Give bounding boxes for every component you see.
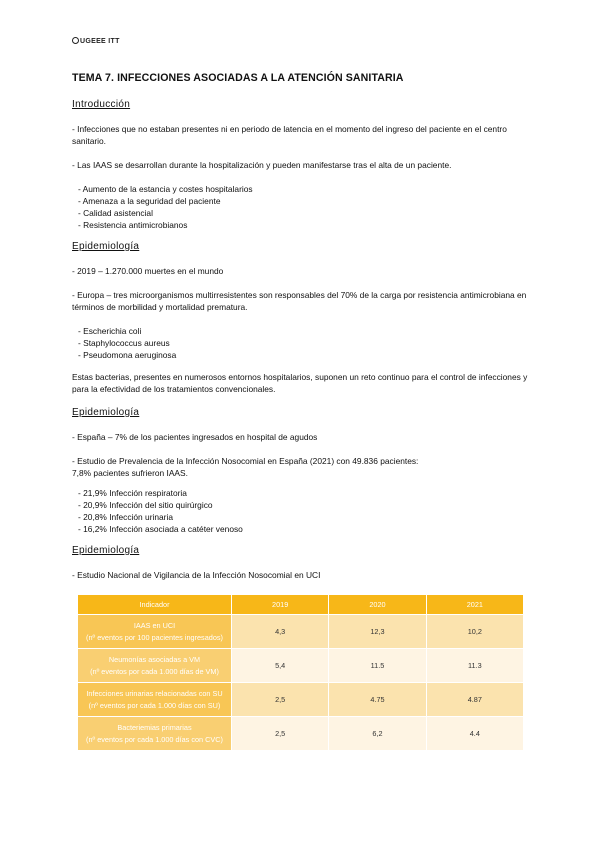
paragraph: Estas bacterias, presentes en numerosos entornos hospitalarios, suponen un reto continuo para el control de infecciones y para la efectividad de los tratamientos convencionales. [72, 372, 528, 394]
value-cell: 6,2 [329, 717, 426, 751]
list-item: - Calidad asistencial [78, 207, 530, 219]
column-header: 2021 [426, 595, 523, 615]
indicator-name: Infecciones urinarias relacionadas con SU [86, 688, 223, 698]
list-item: - Amenaza a la seguridad del paciente [78, 195, 530, 207]
bullet-list [72, 325, 530, 361]
indicator-cell [78, 683, 232, 717]
brand-text: UGEEE ITT [80, 38, 120, 45]
list-item: - 21,9% Infección respiratoria [78, 487, 530, 499]
indicator-name: Neumonías asociadas a VM [108, 654, 201, 664]
paragraph [72, 455, 530, 479]
indicator-cell [78, 649, 232, 683]
indicator-cell [78, 615, 232, 649]
indicator-unit: (nº eventos por cada 1.000 días con SU) [88, 700, 221, 710]
section-heading-epidemiologia: Epidemiología [72, 407, 140, 418]
list-item: - 20,9% Infección del sitio quirúrgico [78, 499, 530, 511]
table-row [78, 649, 524, 683]
value-cell: 10,2 [426, 615, 523, 649]
table-row [78, 717, 524, 751]
paragraph: - España – 7% de los pacientes ingresados en hospital de agudos [72, 432, 318, 442]
table-header-row [78, 595, 524, 615]
value-cell: 4.75 [329, 683, 426, 717]
table-row [78, 615, 524, 649]
document-title: TEMA 7. INFECCIONES ASOCIADAS A LA ATENCIÓN SANITARIA [72, 72, 404, 84]
paragraph-line: 7,8% pacientes sufrieron IAAS. [72, 468, 188, 478]
list-item: - Resistencia antimicrobianos [78, 219, 530, 231]
table-row [78, 683, 524, 717]
value-cell: 11.5 [329, 649, 426, 683]
column-header: 2019 [232, 595, 329, 615]
indicator-cell [78, 717, 232, 751]
value-cell: 11.3 [426, 649, 523, 683]
column-header: 2020 [329, 595, 426, 615]
paragraph: - Las IAAS se desarrollan durante la hospitalización y pueden manifestarse tras el alta de un paciente. [72, 160, 452, 170]
indicator-name: Bacteriemias primarias [117, 722, 192, 732]
paragraph: - Infecciones que no estaban presentes ni en periodo de latencia en el momento del ingreso del paciente en el centro sanitario. [72, 124, 507, 146]
indicator-unit: (nº eventos por cada 1.000 días de VM) [90, 666, 219, 676]
indicator-unit: (nº eventos por 100 pacientes ingresados) [86, 632, 223, 642]
list-item: - Escherichia coli [78, 325, 530, 337]
value-cell: 4,3 [232, 615, 329, 649]
section-heading-introduccion: Introducción [72, 99, 131, 110]
bullet-list [72, 183, 530, 231]
list-item: - Aumento de la estancia y costes hospitalarios [78, 183, 530, 195]
value-cell: 2,5 [232, 717, 329, 751]
brand-logo [72, 37, 120, 45]
paragraph: - Europa – tres microorganismos multirresistentes son responsables del 70% de la carga por resistencia antimicrobiana en términos de morbilidad y mortalidad prematura. [72, 290, 527, 312]
indicator-name: IAAS en UCI [133, 620, 176, 630]
value-cell: 4.87 [426, 683, 523, 717]
value-cell: 2,5 [232, 683, 329, 717]
value-cell: 12,3 [329, 615, 426, 649]
logo-circle-icon [72, 37, 79, 44]
value-cell: 5,4 [232, 649, 329, 683]
value-cell: 4.4 [426, 717, 523, 751]
document-page [72, 72, 530, 750]
column-header: Indicador [78, 595, 232, 615]
list-item: - Staphylococcus aureus [78, 337, 530, 349]
list-item: - Pseudomona aeruginosa [78, 349, 530, 361]
section-heading-epidemiologia: Epidemiología [72, 241, 140, 252]
bullet-list [72, 487, 530, 535]
uci-indicators-table [78, 595, 524, 750]
indicator-unit: (nº eventos por cada 1.000 días con CVC) [86, 734, 223, 744]
section-heading-epidemiologia: Epidemiología [72, 545, 140, 556]
paragraph-line: - Estudio de Prevalencia de la Infección Nosocomial en España (2021) con 49.836 pacientes: [72, 456, 419, 466]
list-item: - 16,2% Infección asociada a catéter venoso [78, 523, 530, 535]
paragraph: - 2019 – 1.270.000 muertes en el mundo [72, 266, 224, 276]
paragraph: - Estudio Nacional de Vigilancia de la Infección Nosocomial en UCI [72, 570, 321, 580]
list-item: - 20,8% Infección urinaria [78, 511, 530, 523]
